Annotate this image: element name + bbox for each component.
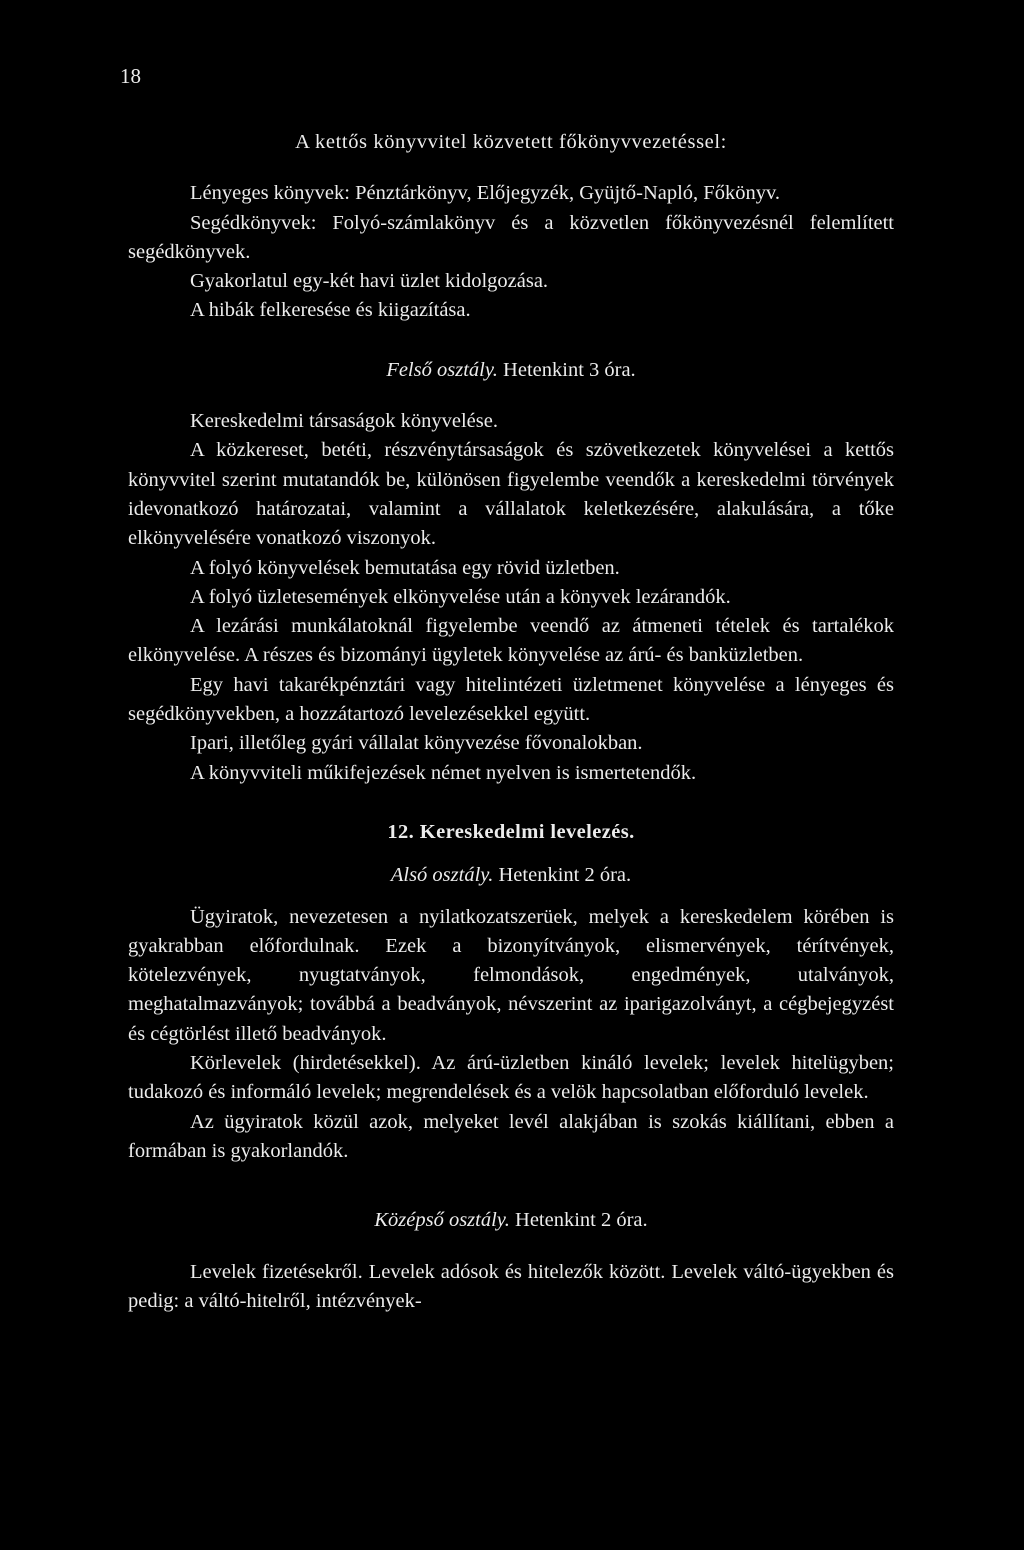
paragraph: Lényeges könyvek: Pénztárkönyv, Előjegyzék, Gyüjtő-Napló, Főkönyv. (190, 182, 781, 205)
class-name: Alsó osztály. (390, 864, 494, 887)
paragraph: A közkereset, betéti, részvénytársaságok és szövetkezetek könyvelései a kettős könyvvitel szerint mutatandók be, különösen figyelembe veendők a kereskedelmi törvények idevonatkozó határozatai, valamint a vállalatok keletkezésére, alakulására, a tőke elkönyvelésére vonatkozó viszonyok. (128, 439, 894, 550)
section-title: 12. Kereskedelmi levelezés. (387, 820, 635, 843)
class-hours: Hetenkint 2 óra. (515, 1209, 648, 1232)
class-hours: Hetenkint 2 óra. (498, 864, 632, 887)
paragraph: Az ügyiratok közül azok, melyeket levél alakjában is szokás kiállítani, ebben a formában is gyakorlandók. (128, 1110, 894, 1162)
paragraph: A lezárási munkálatoknál figyelembe veendő az átmeneti tételek és tartalékok elkönyvelése. A részes és bizományi ügyletek könyvelése az árú- és banküzletben. (128, 615, 894, 667)
paragraph: Segédkönyvek: Folyó-számlakönyv és a közvetlen főkönyvezésnél felemlített segédkönyvek. (128, 211, 894, 263)
page-body (128, 128, 894, 1316)
page-number: 18 (120, 64, 141, 88)
paragraph: A folyó könyvelések bemutatása egy rövid üzletben. (190, 556, 620, 579)
paragraph: Egy havi takarékpénztári vagy hitelintézeti üzletmenet könyvelése a lényeges és segédkönyvekben, a hozzátartozó levelezésekkel együtt. (128, 673, 894, 726)
class-name: Felső osztály. (386, 358, 498, 381)
class-line-kozepso (128, 1206, 894, 1235)
class-name: Középső osztály. (374, 1209, 510, 1232)
section-heading: A kettős könyvvitel közvetett főkönyvvezetéssel: (295, 131, 727, 153)
paragraph: Levelek fizetésekről. Levelek adósok és hitelezők között. Levelek váltó-ügyekben és pedig: a váltó-hitelről, intézvények- (128, 1260, 894, 1312)
paragraph: Gyakorlatul egy-két havi üzlet kidolgozása. (190, 270, 549, 293)
paragraph: Körlevelek (hirdetésekkel). Az árú-üzletben kináló levelek; levelek hitelügyben; tudakozó és informáló levelek; megrendelések és a velök hapcsolatban előforduló levelek. (128, 1052, 894, 1104)
paragraph: Ügyiratok, nevezetesen a nyilatkozatszerüek, melyek a kereskedelem körében is gyakrabban előfordulnak. Ezek a bizonyítványok, elismervények, térítvények, kötelezvények, nyugtatványok, felmondások, engedmények, utalványok, meghatalmazványok; továbbá a beadványok, névszerint az iparigazolványt, a cégbejegyzést és cégtörlést illető beadványok. (128, 905, 894, 1045)
class-hours: Hetenkint 3 óra. (503, 358, 636, 381)
paragraph: Ipari, illetőleg gyári vállalat könyvezése fővonalokban. (190, 732, 643, 755)
class-line-also (128, 861, 894, 890)
paragraph: A hibák felkeresése és kiigazítása. (190, 299, 471, 322)
class-line-felso (128, 356, 894, 385)
paragraph: A könyvviteli műkifejezések német nyelven is ismertetendők. (190, 761, 697, 784)
paragraph: A folyó üzletesemények elkönyvelése után a könyvek lezárandók. (190, 585, 731, 608)
paragraph: Kereskedelmi társaságok könyvelése. (190, 410, 498, 433)
